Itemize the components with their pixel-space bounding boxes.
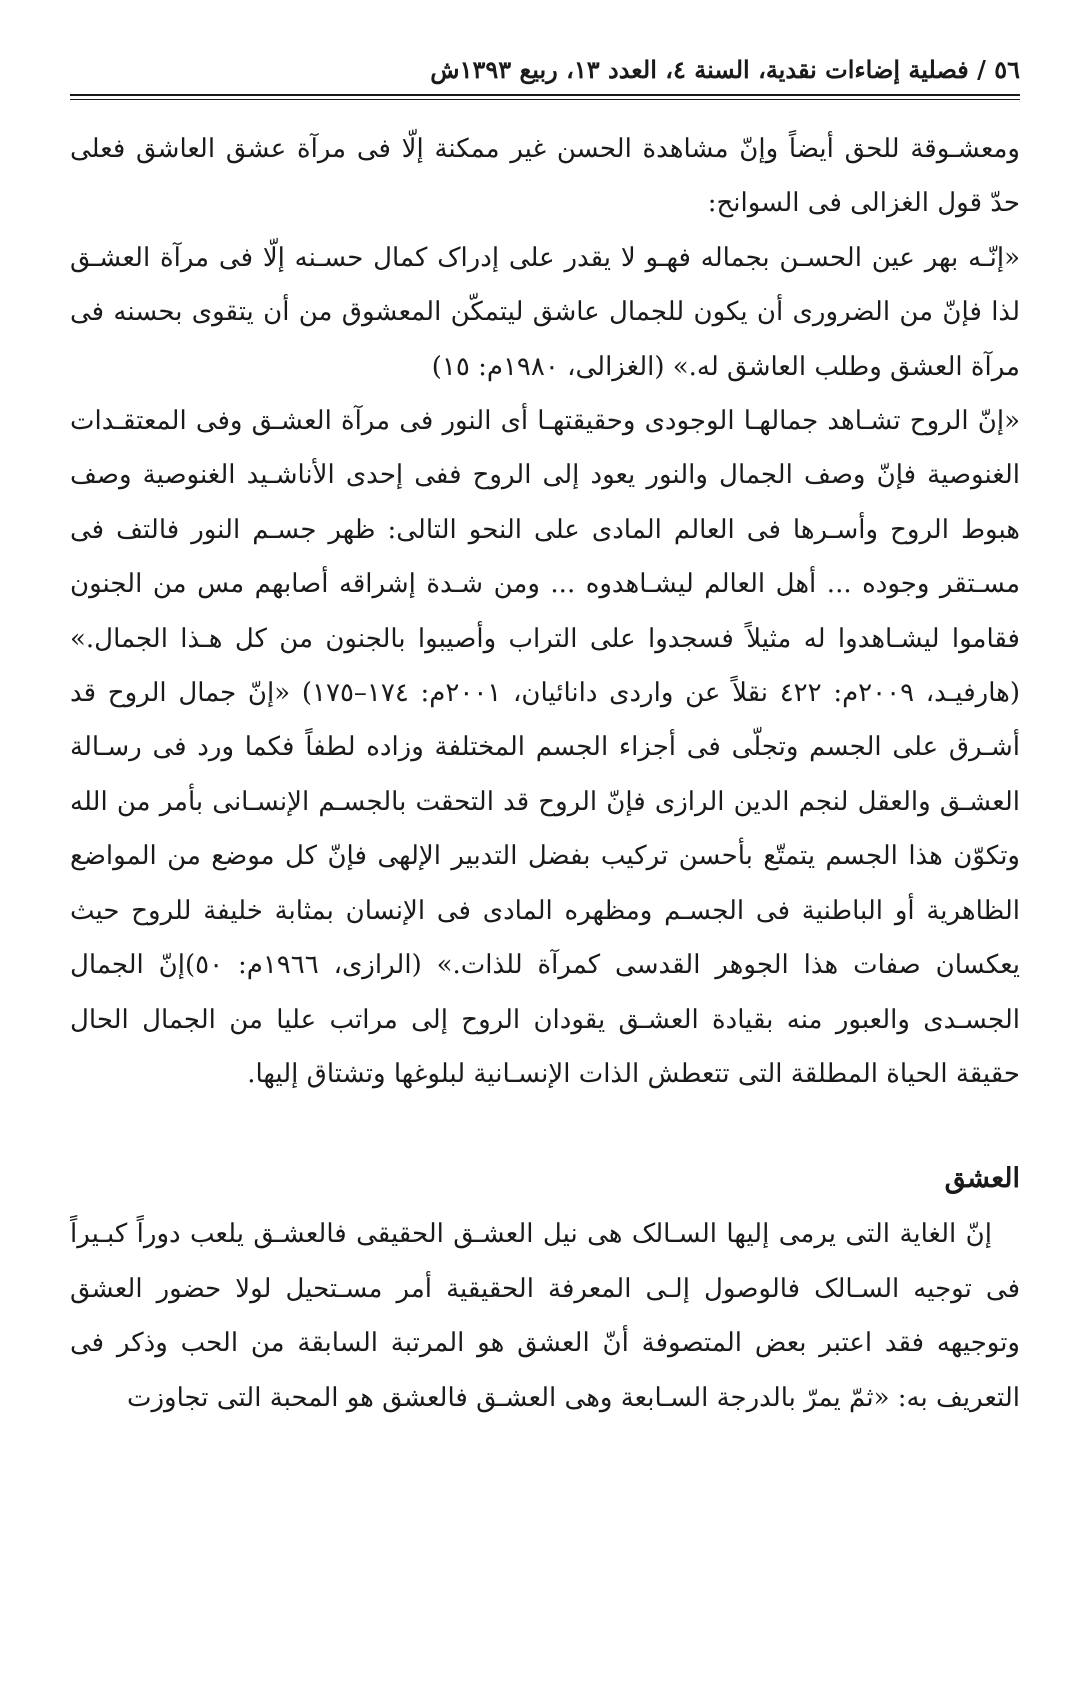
section-heading: العشق xyxy=(944,1163,1020,1195)
header-rule-thin xyxy=(70,99,1020,100)
section-text xyxy=(70,1207,1020,1425)
quote-paragraph-gnostic: «إنّ الروح تشـاهد جمالهـا الوجودى وحقيقتهـا أى النور فى مرآة العشـق وفى المعتقـدات الغنوصية فإنّ وصف الجمال والنور يعود إلى الروح ففى إحدى الأناشـيد الغنوصية وصف هبوط الروح وأسـرها فى العالم المادى على النحو التالى: ظهر جسـم النور فالتف فى مسـتقر وجوده ... أهل العالم ليشـاهدوه ... ومن شـدة إشراقه أصابهم مس من الجنون فقاموا ليشـاهدوا له مثيلاً فسجدوا على التراب وأصيبوا بالجنون من كل هـذا الجمال.» (هارفيـد، ٢٠٠٩م: ٤٢٢ نقلاً عن واردى دانائيان، ٢٠٠١م: ١٧٤–١٧٥) «إنّ جمال الروح قد أشـرق على الجسم وتجلّى فى أجزاء الجسم المختلفة وزاده لطفاً فكما ورد فى رسـالة العشـق والعقل لنجم الدين الرازى فإنّ الروح قد التحقت بالجسـم الإنسـانى بأمر من الله وتكوّن هذا الجسم يتمتّع بأحسن تركيب بفضل التدبير الإلهى فإنّ كل موضع من المواضع الظاهرية أو الباطنية فى الجسـم ومظهره المادى فى الإنسان بمثابة خليفة للروح حيث يعكسان صفات هذا الجوهر القدسى كمرآة للذات.» (الرازى، ١٩٦٦م: ٥٠)إنّ الجمال الجسـدى والعبور منه بقيادة العشـق يقودان الروح إلى مراتب عليا من الجمال الحال حقيقة الحياة المطلقة التى تتعطش الذات الإنسـانية لبلوغها وتشتاق إليها. xyxy=(70,406,1020,1089)
body-paragraph: ومعشـوقة للحق أيضاً وإنّ مشاهدة الحسن غير ممكنة إلّا فى مرآة عشق العاشق فعلى حدّ قول الغزالى فى السوانح: xyxy=(70,134,1020,219)
header-rule-thick xyxy=(70,94,1020,96)
section-paragraph: إنّ الغاية التى يرمى إليها السـالک هى نيل العشـق الحقيقى فالعشـق يلعب دوراً كبـيراً فى توجيه السـالک فالوصول إلـى المعرفة الحقيقية أمر مسـتحيل لولا حضور العشق وتوجيهه فقد اعتبر بعض المتصوفة أنّ العشق هو المرتبة السابقة من الحب وذكر فى التعريف به: «ثمّ يمرّ بالدرجة السـابعة وهى العشـق فالعشق هو المحبة التى تجاوزت xyxy=(70,1219,1020,1413)
quote-paragraph-ghazali: «إنّـه بهر عين الحسـن بجماله فهـو لا يقدر على إدراک كمال حسـنه إلّا فى مرآة العشـق لذا فإنّ من الضرورى أن يكون للجمال عاشق ليتمكّن المعشوق من أن يتقوى بحسنه فى مرآة العشق وطلب العاشق له.» (الغزالى، ١٩٨٠م: ١٥) xyxy=(70,242,1020,382)
body-text xyxy=(70,122,1020,1101)
running-header-title: ٥٦ / فصلية إضاءات نقدية، السنة ٤، العدد ١٣، ربيع ١٣٩٣ش xyxy=(430,55,1020,84)
running-header xyxy=(70,40,1020,92)
journal-page xyxy=(70,40,1020,1660)
